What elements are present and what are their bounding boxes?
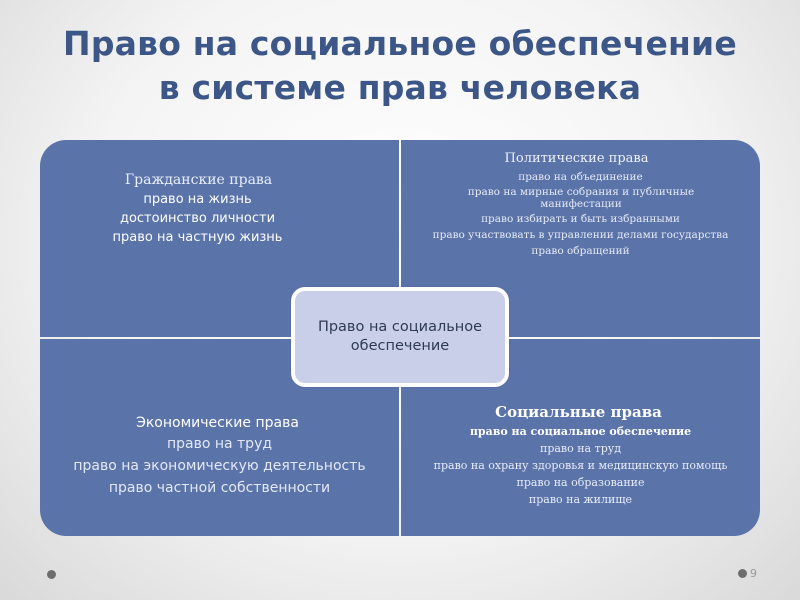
slide-left-marker-icon [47, 570, 56, 579]
page-dot-icon [738, 569, 747, 578]
social-rights-item: право на образование [516, 476, 645, 489]
political-rights-item: право на мирные собрания и публичные манифестации [467, 186, 695, 210]
social-rights-item: право на жилище [528, 493, 633, 506]
slide-title [0, 22, 800, 110]
civil-rights-heading: Гражданские права [124, 172, 273, 188]
page-indicator [738, 565, 757, 581]
center-node-label: Право на социальное обеспечение [317, 319, 483, 354]
social-rights-item: право на охрану здоровья и медицинскую помощь [433, 459, 728, 472]
economic-rights-heading: Экономические права [136, 415, 299, 431]
slide-title-line-1: Право на социальное обеспечение [63, 24, 737, 63]
economic-rights-item: право на экономическую деятельность [73, 458, 366, 474]
social-rights-item: право на социальное обеспечение [469, 425, 692, 438]
economic-rights-item: право частной собственности [108, 480, 331, 496]
civil-rights-item: достоинство личности [119, 211, 276, 226]
economic-rights-item: право на труд [166, 436, 273, 452]
political-rights-item: право участвовать в управлении делами государства [432, 229, 729, 241]
civil-rights-item: право на жизнь [143, 192, 252, 207]
political-rights-item: право на объединение [518, 171, 643, 183]
page-number: 9 [750, 566, 757, 580]
political-rights-item: право обращений [531, 245, 630, 257]
social-rights-heading: Социальные права [495, 403, 662, 421]
center-node [291, 287, 509, 387]
political-rights-item: право избирать и быть избранными [481, 213, 680, 225]
civil-rights-item: право на частную жизнь [112, 230, 283, 245]
political-rights-heading: Политические права [504, 151, 649, 166]
social-rights-item: право на труд [539, 442, 621, 455]
slide-title-line-2: в системе прав человека [158, 68, 642, 107]
